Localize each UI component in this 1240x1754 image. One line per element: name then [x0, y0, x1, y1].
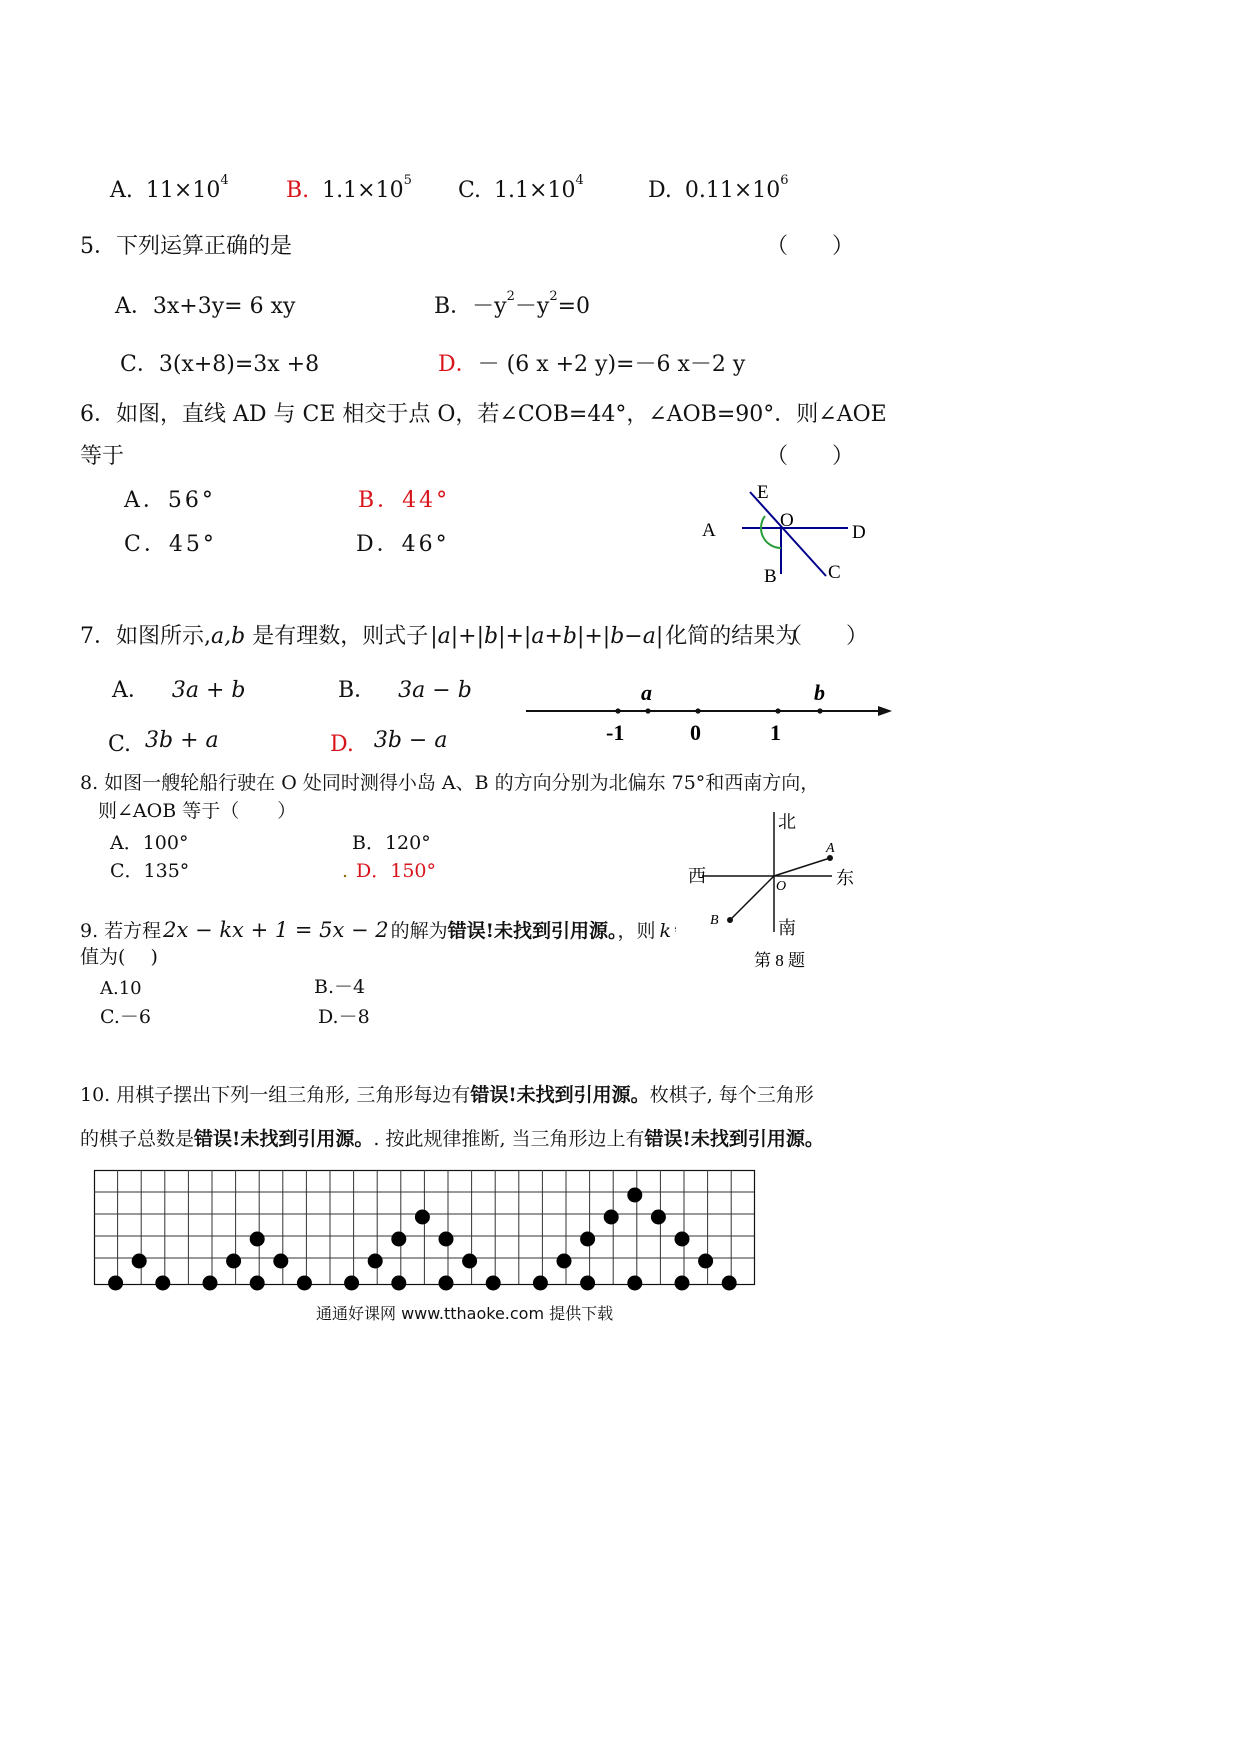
q9-stem-line2: 值为( ): [80, 946, 158, 968]
label-d: D: [852, 522, 866, 543]
q4-option-b[interactable]: B. $1.1\times 10^5$: [286, 173, 412, 203]
label-b: B: [764, 566, 777, 587]
q6-option-c[interactable]: C．45°: [124, 532, 217, 557]
go-stone: [627, 1188, 642, 1203]
angle-arc: [761, 516, 781, 548]
go-stone: [203, 1276, 218, 1291]
q8-option-b[interactable]: B．120°: [352, 832, 431, 854]
label-north: 北: [778, 812, 796, 832]
go-stone: [675, 1276, 690, 1291]
go-stone: [557, 1254, 572, 1269]
q6-stem-line2: 等于: [80, 444, 125, 469]
q5-option-b[interactable]: B．$-y^2-y^2=0$: [434, 289, 591, 319]
q5-stem: 5．下列运算正确的是: [80, 234, 292, 259]
label-o: O: [776, 879, 787, 894]
tick-label-0: 0: [690, 720, 701, 745]
tick-label-neg1: -1: [606, 720, 625, 745]
q6-option-a[interactable]: A．56°: [124, 488, 216, 513]
q8-compass-figure: [680, 808, 880, 978]
go-stone: [391, 1232, 406, 1247]
label-a: A: [826, 841, 835, 856]
point-0: [695, 708, 700, 713]
q8-stem-line1: 8. 如图一艘轮船行驶在 O 处同时测得小岛 A、B 的方向分别为北偏东 75°和西南方向，: [80, 772, 820, 794]
q9-option-b[interactable]: B.－4: [314, 976, 366, 998]
go-stone: [250, 1232, 265, 1247]
go-stone: [132, 1254, 147, 1269]
label-e: E: [757, 482, 769, 503]
label-b: B: [710, 913, 719, 928]
q9-option-a[interactable]: A.10: [100, 978, 142, 999]
go-stone: [439, 1276, 454, 1291]
label-east: 东: [836, 868, 854, 888]
q7-number-line: [520, 676, 900, 746]
point-b: [817, 708, 822, 713]
figure-caption: 第 8 题: [754, 951, 805, 970]
label-o: O: [780, 510, 794, 531]
footer-credit: 通通好课网 www.tthaoke.com 提供下载: [316, 1304, 614, 1323]
q6-option-b[interactable]: B．44°: [358, 488, 451, 513]
label-b: b: [814, 680, 825, 705]
q9-stem: 9. 若方程2x − kx + 1 = 5x − 2 的解为错误!未找到引用源。，则 k: [80, 920, 672, 941]
go-stone: [580, 1232, 595, 1247]
go-stone: [250, 1276, 265, 1291]
q8-option-a[interactable]: A．100°: [110, 832, 189, 854]
q10-go-board-figure: [94, 1170, 758, 1290]
q7-option-c[interactable]: C. 3b + a: [108, 728, 219, 757]
point-1: [775, 708, 780, 713]
q9-option-c[interactable]: C.－6: [100, 1006, 151, 1028]
go-stone: [722, 1276, 737, 1291]
q10-stem-line1: 10. 用棋子摆出下列一组三角形, 三角形每边有错误!未找到引用源。枚棋子, 每个三角形: [80, 1084, 814, 1106]
label-south: 南: [778, 918, 796, 938]
go-stone: [651, 1210, 666, 1225]
q8-option-c[interactable]: C．135°: [110, 860, 190, 882]
q9-option-d[interactable]: D.－8: [318, 1006, 370, 1028]
q7-option-a[interactable]: A． 3a + b: [112, 678, 246, 703]
go-stone: [273, 1254, 288, 1269]
q6-paren: （ ）: [766, 444, 855, 469]
q5-option-c[interactable]: C．3(x+8)=3x +8: [120, 352, 320, 377]
go-stone: [486, 1276, 501, 1291]
go-stone: [226, 1254, 241, 1269]
q10-stem-line2: 的棋子总数是错误!未找到引用源。. 按此规律推断, 当三角形边上有错误!未找到引用源。: [80, 1128, 824, 1150]
q7-paren: （ ）: [780, 624, 869, 649]
go-stone: [698, 1254, 713, 1269]
label-c: C: [828, 562, 841, 583]
go-stone: [415, 1210, 430, 1225]
tick-label-1: 1: [770, 720, 781, 745]
go-stone: [533, 1276, 548, 1291]
q7-stem: 7．如图所示,a,b 是有理数，则式子|a|+|b|+|a+b|+|b−a|化简的结果为: [80, 624, 798, 649]
q7-option-b[interactable]: B． 3a − b: [338, 678, 472, 703]
q5-paren: （ ）: [766, 234, 855, 259]
q8-dot: .: [342, 860, 349, 882]
q5-option-a[interactable]: A．3x+3y= 6 xy: [115, 294, 296, 319]
q8-option-d[interactable]: D．150°: [356, 860, 436, 882]
go-stone: [297, 1276, 312, 1291]
go-stone: [604, 1210, 619, 1225]
go-stone: [391, 1276, 406, 1291]
q4-option-c[interactable]: C. $1.1\times 10^4$: [458, 173, 584, 203]
label-west: 西: [688, 866, 706, 886]
q6-stem-line1: 6．如图，直线 AD 与 CE 相交于点 O，若∠COB=44°，∠AOB=90°．则∠AOE: [80, 402, 887, 427]
q4-option-d[interactable]: D. $0.11\times 10^6$: [648, 173, 789, 203]
q6-figure: [700, 480, 880, 590]
go-stone: [675, 1232, 690, 1247]
go-stone: [439, 1232, 454, 1247]
go-stone: [108, 1276, 123, 1291]
q7-option-d[interactable]: D. 3b − a: [330, 728, 448, 757]
go-stone: [580, 1276, 595, 1291]
label-a: A: [702, 520, 716, 541]
go-stone: [155, 1276, 170, 1291]
label-a: a: [641, 680, 652, 705]
point-a: [645, 708, 650, 713]
go-stone: [368, 1254, 383, 1269]
point-b: [727, 917, 733, 923]
q6-option-d[interactable]: D．46°: [356, 532, 450, 557]
q8-stem-line2: 则∠AOB 等于（ ）: [98, 800, 297, 822]
go-stone: [462, 1254, 477, 1269]
q5-option-d[interactable]: D．－ (6 x +2 y)=－6 x－2 y: [438, 352, 746, 377]
point-neg1: [615, 708, 620, 713]
go-stone: [627, 1276, 642, 1291]
go-stone: [344, 1276, 359, 1291]
q4-option-a[interactable]: A. $11\times 10^4$: [110, 173, 229, 203]
